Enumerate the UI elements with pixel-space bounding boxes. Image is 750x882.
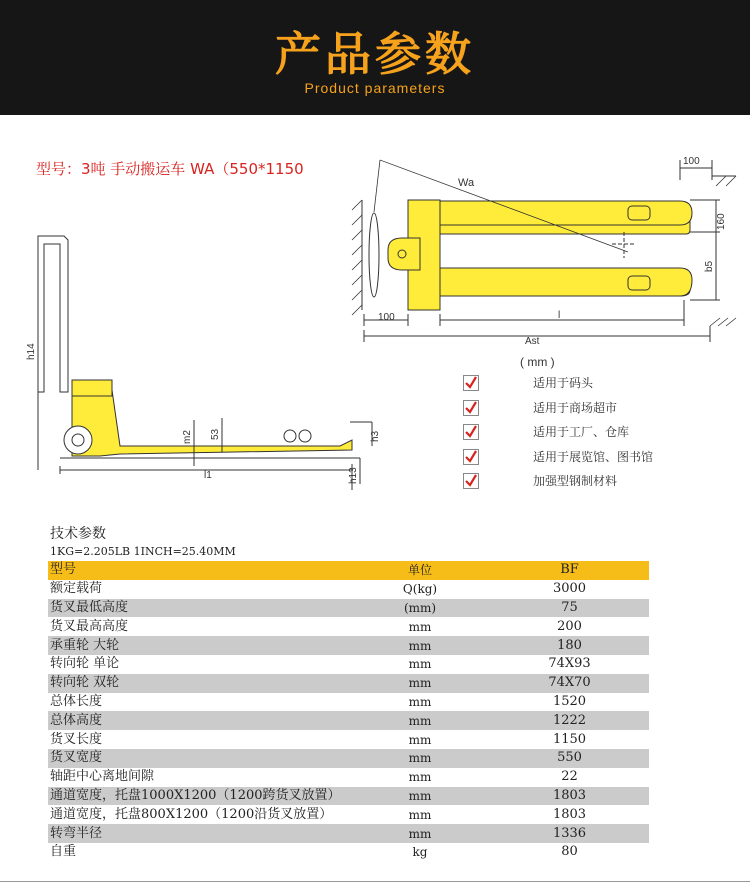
row-value: 200 (557, 618, 582, 634)
row-unit: kg (412, 845, 428, 860)
row-name: 承重轮 大轮 (48, 636, 350, 655)
table-row (48, 824, 649, 843)
row-unit: mm (408, 807, 432, 822)
row-name: 通道宽度，托盘1000X1200（1200跨货叉放置） (48, 787, 350, 806)
row-unit: mm (350, 636, 490, 655)
row-value: 3000 (552, 581, 587, 597)
row-name: 总体长度 (50, 693, 103, 709)
row-value: 1803 (552, 806, 587, 822)
table-row (48, 787, 649, 806)
label-wa: Wa (458, 177, 475, 189)
checkbox-icon (463, 473, 479, 489)
table-row (48, 749, 649, 768)
page-subtitle: Product parameters (304, 80, 446, 96)
label-m2: m2 (182, 430, 193, 444)
row-name: 货叉长度 (50, 731, 103, 747)
row-value: 1150 (552, 731, 587, 747)
row-name: 货叉宽度 (48, 749, 350, 768)
top-view (352, 160, 736, 342)
table-row (48, 843, 649, 862)
unit-conversion: 1KG=2.205LB 1INCH=25.40MM (50, 545, 236, 558)
row-value: 1520 (552, 693, 587, 709)
row-name: 转向轮 单论 (50, 656, 120, 672)
row-name: 通道宽度，托盘800X1200（1200沿货叉放置） (50, 806, 333, 822)
row-name: 总体高度 (48, 711, 350, 730)
row-value: 550 (490, 749, 649, 768)
row-unit: mm (408, 694, 432, 709)
row-unit: (mm) (350, 599, 490, 618)
row-unit: mm (350, 749, 490, 768)
row-name: 转弯半径 (48, 824, 350, 843)
table-row (48, 674, 649, 693)
label-160: 160 (716, 213, 727, 230)
label-100-left: 100 (378, 312, 395, 323)
row-unit: mm (350, 711, 490, 730)
table-row (48, 768, 649, 787)
feature-label: 适用于商场超市 (533, 400, 618, 415)
row-name: 货叉最低高度 (48, 599, 350, 618)
row-value: 180 (490, 636, 649, 655)
row-name: 自重 (50, 844, 77, 860)
feature-label: 加强型钢制材料 (533, 474, 618, 488)
feature-label: 适用于展览馆、图书馆 (533, 449, 654, 464)
table-row (48, 580, 649, 599)
row-unit: Q(kg) (402, 582, 438, 597)
table-row (48, 805, 649, 824)
label-l1: l1 (204, 470, 212, 481)
label-b5: b5 (704, 260, 715, 272)
checkbox-icon (463, 375, 479, 391)
label-100-top: 100 (683, 156, 700, 167)
row-name: 转向轮 双轮 (48, 674, 350, 693)
row-name: 轴距中心离地间隙 (50, 769, 155, 785)
checkbox-icon (463, 400, 479, 416)
model-text: 型号：3吨 手动搬运车 WA（550*1150 (36, 160, 304, 178)
row-unit: mm (408, 619, 432, 634)
header-value: BF (490, 561, 649, 580)
row-value: 1336 (490, 824, 649, 843)
label-ast: Ast (525, 336, 540, 347)
table-row (48, 655, 649, 674)
page-title: 产品参数 (275, 27, 475, 81)
table-row (48, 730, 649, 749)
feature-label: 适用于码头 (533, 376, 594, 390)
row-unit: mm (408, 657, 432, 672)
table-header-row (48, 561, 649, 580)
label-h3: h3 (370, 430, 381, 442)
table-row (48, 693, 649, 712)
label-h14: h14 (26, 343, 37, 360)
table-row (48, 636, 649, 655)
row-name: 额定载荷 (50, 581, 103, 597)
table-row (48, 617, 649, 636)
row-value: 22 (561, 769, 578, 785)
label-unit: ( mm ) (520, 355, 555, 369)
feature-label: 适用于工厂、仓库 (533, 425, 630, 439)
row-value: 74X70 (490, 674, 649, 693)
row-unit: mm (350, 824, 490, 843)
row-value: 1803 (490, 787, 649, 806)
tech-title: 技术参数 (50, 526, 106, 542)
row-value: 1222 (490, 711, 649, 730)
checkbox-icon (463, 424, 479, 440)
row-name: 货叉最高高度 (50, 618, 129, 634)
label-l: l (558, 310, 561, 321)
header-unit: 单位 (350, 561, 490, 580)
row-unit: mm (350, 787, 490, 806)
row-unit: mm (408, 770, 432, 785)
side-view (38, 236, 372, 490)
table-row (48, 711, 649, 730)
row-value: 74X93 (548, 656, 591, 672)
row-value: 80 (561, 844, 578, 860)
checkbox-icon (463, 449, 479, 465)
table-row (48, 599, 649, 618)
row-value: 75 (490, 599, 649, 618)
label-53: 53 (210, 428, 221, 440)
row-unit: mm (350, 674, 490, 693)
header-name: 型号 (48, 561, 350, 580)
row-unit: mm (408, 732, 432, 747)
spec-table (48, 561, 649, 862)
label-h13: h13 (348, 467, 359, 484)
